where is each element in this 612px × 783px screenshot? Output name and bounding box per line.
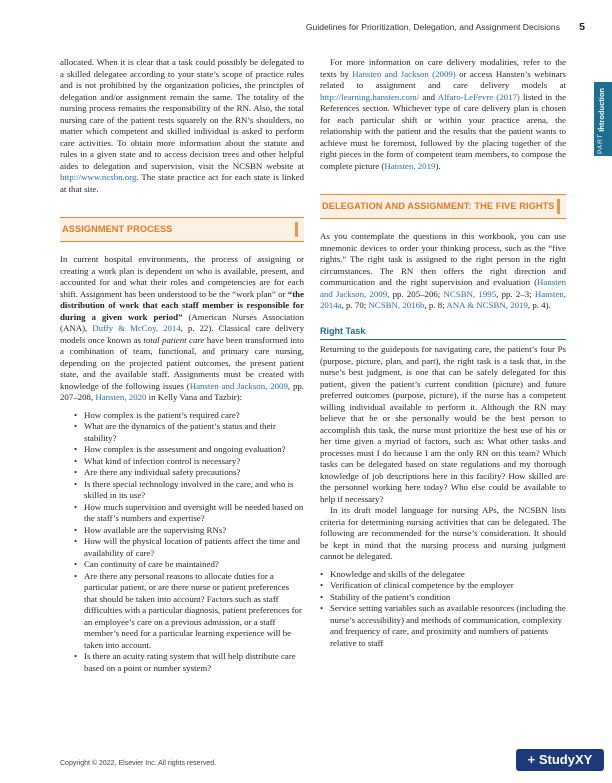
citation-link[interactable]: http://learning.hansten.com/ [320, 91, 420, 102]
care-delivery-paragraph [320, 57, 566, 172]
list-item: • How much supervision and oversight will be needed based on the staff’s numbers and expertise? [74, 502, 304, 525]
citation-link[interactable]: NCSBN, 2016b [368, 300, 425, 310]
text-run: or access Hansten’s webinars related to assignment and care delivery models at [320, 68, 566, 90]
text-run: and [419, 91, 438, 102]
citation-link[interactable]: Hansten and Jackson, 2009 [189, 380, 288, 391]
citation-link[interactable]: NCSBN, 1995 [443, 288, 497, 299]
delegation-criteria-intro: In its draft model language for nursing APs, the NCSBN lists criteria for determining nursing activities that can be delegated. The following are recommended for the nurse’s consideration. It should be kept in mind that the nursing process and nursing judgment cannot be delegated. [320, 505, 566, 561]
five-rights-heading [320, 194, 566, 219]
text-run: . The state practice act for each state is linked at that site. [60, 172, 304, 194]
assignment-paragraph [60, 254, 304, 404]
five-rights-title: DELEGATION AND ASSIGNMENT: THE FIVE RIGHTS [322, 201, 555, 211]
text-run: , pp. 205–206; [387, 288, 444, 299]
text-run: have been transformed into a combination of team, functional, and primary care nursing, depending on the projected patient outcomes, the present patient state, and the available staff. Assignments must be created with knowledge of the following issues ( [60, 334, 304, 391]
part-label: PART 1 [597, 125, 604, 154]
list-item: • Is there special technology involved in the care, and who is skilled in its use? [74, 479, 304, 502]
page-number: 5 [579, 21, 585, 33]
list-item: • Verification of clinical competence by the employer [320, 580, 566, 592]
list-item: • What are the dynamics of the patient’s status and their stability? [74, 421, 304, 444]
citation-link[interactable]: Hansten and Jackson, 2009 [320, 277, 566, 299]
heading-accent-bar [295, 222, 298, 237]
list-item: • Knowledge and skills of the delegatee [320, 569, 566, 581]
left-column [60, 57, 304, 674]
list-item: • What kind of infection control is necessary? [74, 456, 304, 468]
right-task-paragraph: Returning to the guideposts for navigating care, the patient’s four Ps (purpose, picture, plan, and part), the right task is a task that, in the nurse’s best judgment, is one that can be safely delegated for this patient, given the patient’s current condition (picture) and future preferred outcomes (purpose, picture), if the nurse has a competent willing individual available to perform it. Although the RN may believe that he or she personally would be the best person to accomplish this task, the nurse must prioritize the best use of his or her time given a myriad of factors, such as: What other tasks and processes must I do because I am the only RN on this team? Which tasks can be delegated based on state regulations and my thorough knowledge of job descriptions here in this facility? How skilled are the personnel working here today? Who else could be available to help if necessary? [320, 344, 566, 504]
text-run: (American Nurses Association (ANA), [60, 311, 304, 333]
list-item: • Can continuity of care be maintained? [74, 559, 304, 571]
list-item: • How complex is the assessment and ongoing evaluation? [74, 444, 304, 456]
citation-link[interactable]: Hansten, 2019 [384, 160, 436, 171]
text-run: , p. 4). [527, 300, 551, 310]
part-tab-text [597, 84, 609, 154]
citation-link[interactable]: ANA & NCSBN, 2019 [446, 300, 528, 310]
studyxy-watermark: + StudyXY [516, 749, 604, 771]
text-run: As you contemplate the questions in this workbook, you can use mnemonic devices to order your thinking process, such as the “five rights.” The right task is assigned to the right person in the right circumstances. The RN then offers the right direction and communication and the right supervision and evaluation ( [320, 231, 566, 287]
assignment-process-heading [60, 217, 304, 242]
running-title: Guidelines for Prioritization, Delegation, and Assignment Decisions [305, 22, 560, 32]
citation-link[interactable]: Hansten and Jackson (2009) [352, 68, 456, 79]
italic-text: total patient care [143, 334, 205, 345]
delegation-criteria-list [320, 569, 566, 650]
text-run: listed in the References section. Whichever type of care delivery plan is chosen for each particular shift or within your practice arena, the relationship with the patient and the results that the patient wants to achieve must be foremost, followed by the placing together of the right pieces in the form of competent team members, to compose the complete picture ( [320, 91, 566, 171]
list-item: • How complex is the patient’s required care? [74, 410, 304, 422]
list-item: • Service setting variables such as available resources (including the nurse’s accessibility) and methods of communication, complexity and frequency of care, and proximity and numbers of patients relative to staff [320, 603, 566, 649]
running-head [0, 22, 612, 36]
citation-link[interactable]: Alfaro-LeFevre (2017) [437, 91, 520, 102]
list-item: • Is there an acuity rating system that will help distribute care based on a point or number system? [74, 651, 304, 674]
emphasis-text: “the distribution of work that each staff member is responsible for during a given work period” [60, 288, 304, 322]
text-run: in Kelly Vana and Tazbir): [146, 392, 243, 402]
intro-paragraph [60, 57, 304, 195]
section-label: Introduction [597, 88, 606, 132]
right-column [320, 57, 566, 649]
text-run: For more information on care delivery modalities, refer to the texts by [320, 57, 566, 79]
citation-link[interactable]: Hansten, 2014a [320, 288, 567, 310]
list-item: • Are there any individual safety precautions? [74, 467, 304, 479]
text-run: , p. 70; [341, 300, 369, 310]
text-run: , p. 22). Classical care delivery models once known as [60, 323, 304, 345]
text-run: , pp. 207–208, [60, 380, 305, 402]
assignment-issues-list [60, 410, 304, 675]
text-run: allocated. When it is clear that a task could possibly be delegated to a skilled delegatee according to your state’s scope of practice rules and is not prohibited by the organization policies, the principles of delegation and/or assignment remain the same. The totality of the nursing process remains the responsibility of the RN. Also, the total nursing care of the patient rests squarely on the RN’s shoulders, no matter which competent and skilled individual is asked to perform care activities. To obtain more information about the statute and rules in a given state and to access decision trees and other helpful aides to delegation and supervision, visit the NCSBN website at [60, 57, 304, 171]
citation-link[interactable]: http://www.ncsbn.org [60, 172, 137, 182]
copyright-footer: Copyright © 2022, Elsevier Inc. All rights reserved. [60, 760, 217, 767]
heading-accent-bar [557, 199, 560, 214]
assignment-process-title: ASSIGNMENT PROCESS [62, 224, 173, 234]
citation-link[interactable]: Hansten, 2020 [95, 392, 147, 402]
list-item: • How will the physical location of patients affect the time and availability of care? [74, 536, 304, 559]
list-item: • Are there any personal reasons to allocate duties for a particular patient, or are there nurse or patient preferences that should be taken into account? Factors such as staff difficulties with a particular diagnosis, patient preferences for an employee’s care on a previous admission, or a staff member’s need for a particular learning experience will be taken into account. [74, 571, 304, 652]
five-rights-paragraph [320, 231, 566, 312]
text-run: , p. 8; [424, 300, 447, 310]
text-run: In current hospital environments, the process of assigning or creating a work plan is dependent on who is available, present, and accounted for and what their roles and competencies are for each shift. Assignment has been understood to be the “work plan” or [60, 254, 304, 299]
citation-link[interactable]: Duffy & McCoy, 2014 [92, 323, 181, 333]
list-item: • How available are the supervising RNs? [74, 525, 304, 537]
right-task-heading: Right Task [320, 326, 566, 341]
text-run: , pp. 2–3; [496, 288, 535, 299]
list-item: • Stability of the patient’s condition [320, 592, 566, 604]
text-run: ). [435, 160, 441, 171]
